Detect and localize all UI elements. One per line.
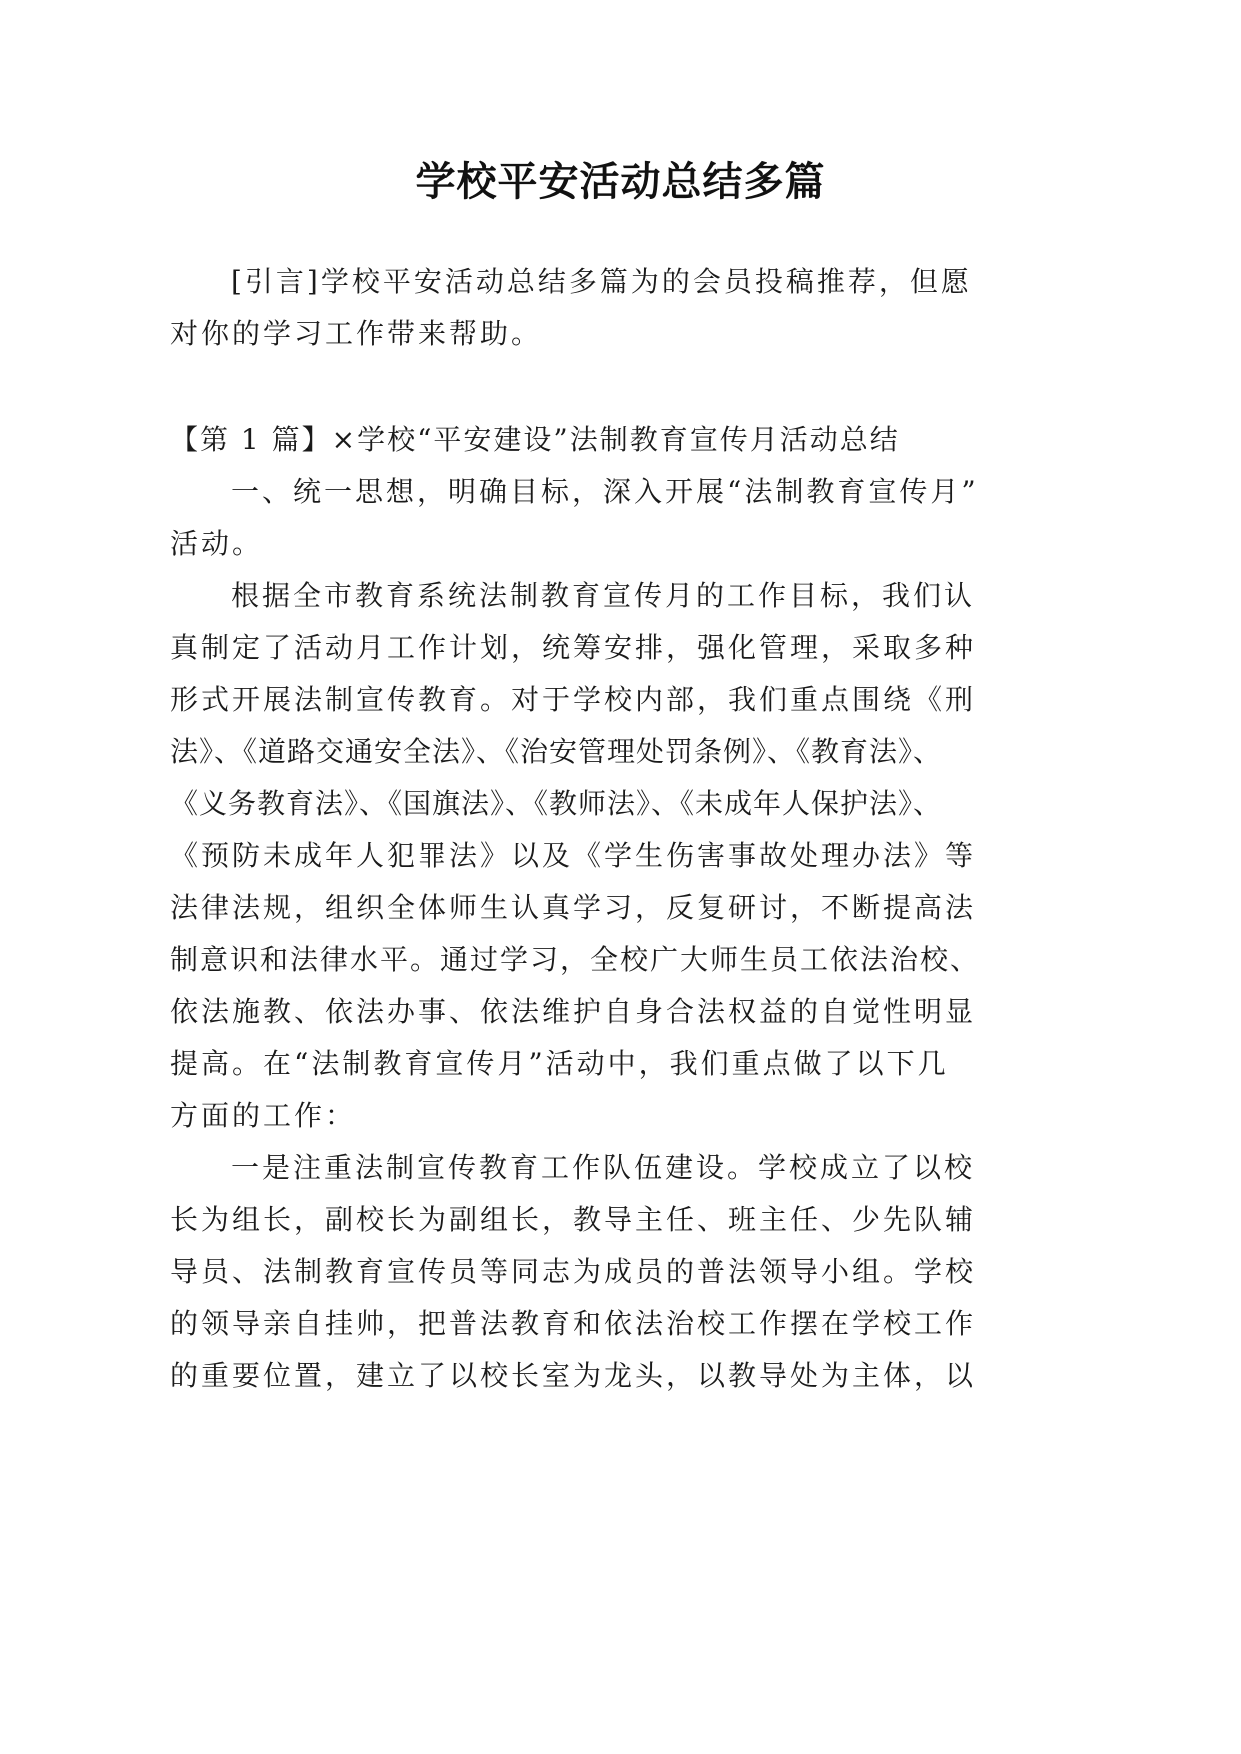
paragraph-line: 依法施教、依法办事、依法维护自身合法权益的自觉性明显 <box>170 995 977 1028</box>
paragraph-line: 形式开展法制宣传教育。对于学校内部，我们重点围绕《刑 <box>170 683 977 716</box>
paragraph-line: 的领导亲自挂帅，把普法教育和依法治校工作摆在学校工作 <box>170 1307 977 1340</box>
intro-line: [引言]学校平安活动总结多篇为的会员投稿推荐，但愿 <box>231 265 972 298</box>
paragraph-line: 导员、法制教育宣传员等同志为成员的普法领导小组。学校 <box>170 1255 977 1288</box>
point-heading-line: 一、统一思想，明确目标，深入开展“法制教育宣传月” <box>231 475 979 508</box>
paragraph-line: 《预防未成年人犯罪法》以及《学生伤害事故处理办法》等 <box>170 839 977 872</box>
section-heading: 【第 1 篇】×学校“平安建设”法制教育宣传月活动总结 <box>170 423 900 456</box>
paragraph-line: 一是注重法制宣传教育工作队伍建设。学校成立了以校 <box>231 1151 976 1184</box>
paragraph-line: 长为组长，副校长为副组长，教导主任、班主任、少先队辅 <box>170 1203 977 1236</box>
paragraph-line: 根据全市教育系统法制教育宣传月的工作目标，我们认 <box>231 579 976 612</box>
paragraph-line: 法》、《道路交通安全法》、《治安管理处罚条例》、《教育法》、 <box>170 735 943 768</box>
intro-line: 对你的学习工作带来帮助。 <box>170 317 543 350</box>
paragraph-line: 提高。在“法制教育宣传月”活动中，我们重点做了以下几 <box>170 1047 949 1080</box>
paragraph-line: 真制定了活动月工作计划，统筹安排，强化管理，采取多种 <box>170 631 977 664</box>
paragraph-line: 的重要位置，建立了以校长室为龙头，以教导处为主体，以 <box>170 1359 977 1392</box>
paragraph-line: 制意识和法律水平。通过学习，全校广大师生员工依法治校、 <box>170 943 981 976</box>
point-heading-line: 活动。 <box>170 527 264 560</box>
paragraph-line: 方面的工作： <box>170 1099 357 1132</box>
document-title: 学校平安活动总结多篇 <box>415 159 826 205</box>
paragraph-line: 《义务教育法》、《国旗法》、《教师法》、《未成年人保护法》、 <box>170 787 943 820</box>
paragraph-line: 法律法规，组织全体师生认真学习，反复研讨，不断提高法 <box>170 891 977 924</box>
